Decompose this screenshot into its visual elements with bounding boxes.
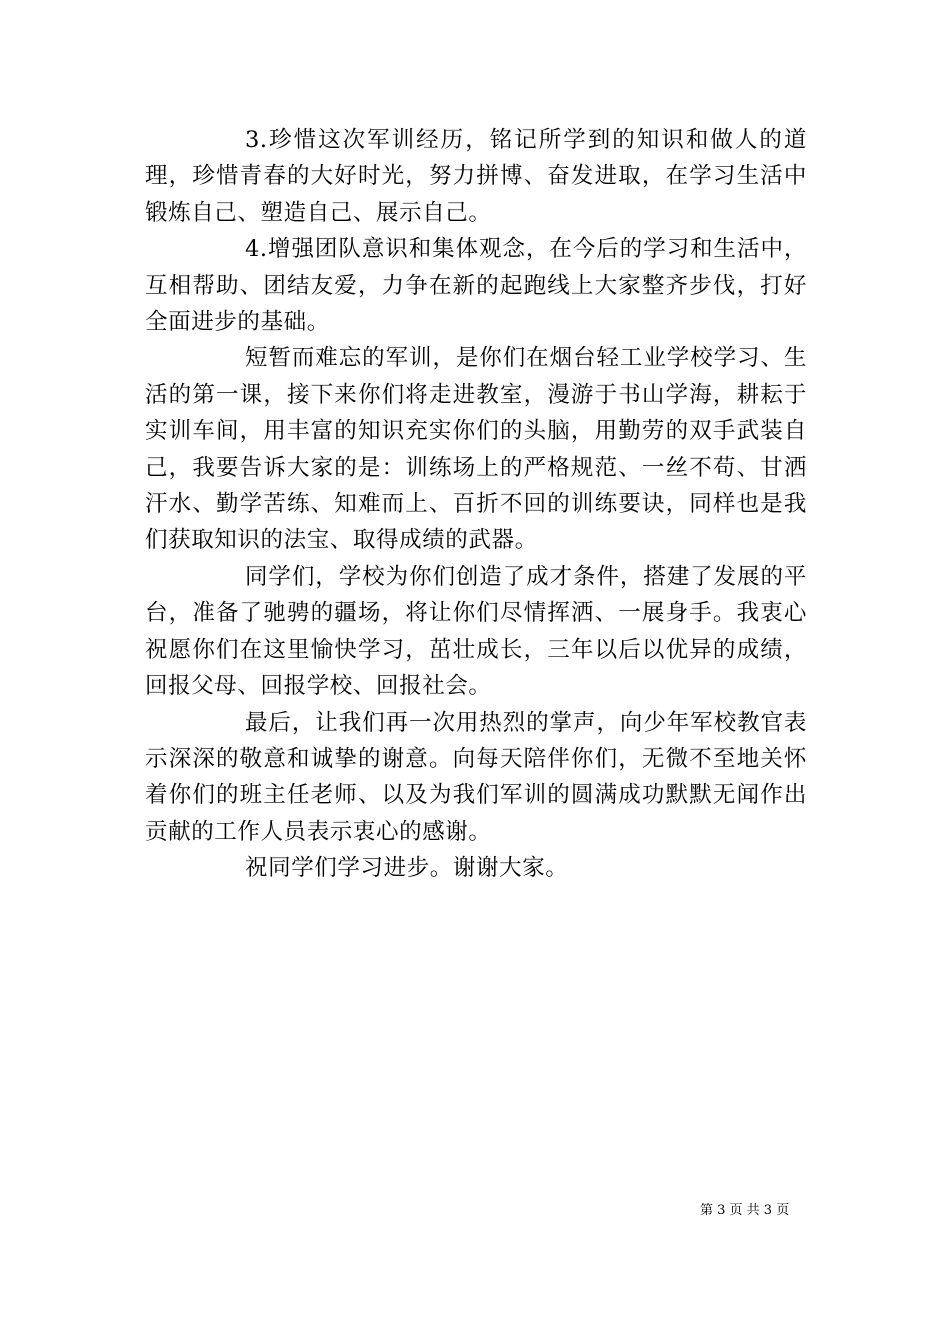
paragraph-point-3: 3.珍惜这次军训经历，铭记所学到的知识和做人的道理，珍惜青春的大好时光，努力拼博、奋发进取，在学习生活中锻炼自己、塑造自己、展示自己。 <box>145 127 807 226</box>
paragraph-thanks: 最后，让我们再一次用热烈的掌声，向少年军校教官表示深深的敬意和诚挚的谢意。向每天陪伴你们，无微不至地关怀着你们的班主任老师、以及为我们军训的圆满成功默默无闻作出贡献的工作人员表示衷心的感谢。 <box>145 709 807 845</box>
page-number-footer: 第 3 页 共 3 页 <box>700 1203 790 1218</box>
paragraph-closing: 祝同学们学习进步。谢谢大家。 <box>245 855 569 882</box>
document-body <box>145 122 807 887</box>
paragraph-first-lesson: 短暂而难忘的军训，是你们在烟台轻工业学校学习、生活的第一课，接下来你们将走进教室，漫游于书山学海，耕耘于实训车间，用丰富的知识充实你们的头脑，用勤劳的双手武装自己，我要告诉大家的是：训练场上的严格规范、一丝不苟、甘洒汗水、勤学苦练、知难而上、百折不回的训练要诀，同样也是我们获取知识的法宝、取得成绩的武器。 <box>145 345 807 554</box>
paragraph-students-wishes: 同学们，学校为你们创造了成才条件，搭建了发展的平台，准备了驰骋的疆场，将让你们尽情挥洒、一展身手。我衷心祝愿你们在这里愉快学习，茁壮成长，三年以后以优异的成绩，回报父母、回报学校、回报社会。 <box>145 563 807 700</box>
paragraph-point-4: 4.增强团队意识和集体观念，在今后的学习和生活中，互相帮助、团结友爱，力争在新的起跑线上大家整齐步伐，打好全面进步的基础。 <box>145 236 807 336</box>
